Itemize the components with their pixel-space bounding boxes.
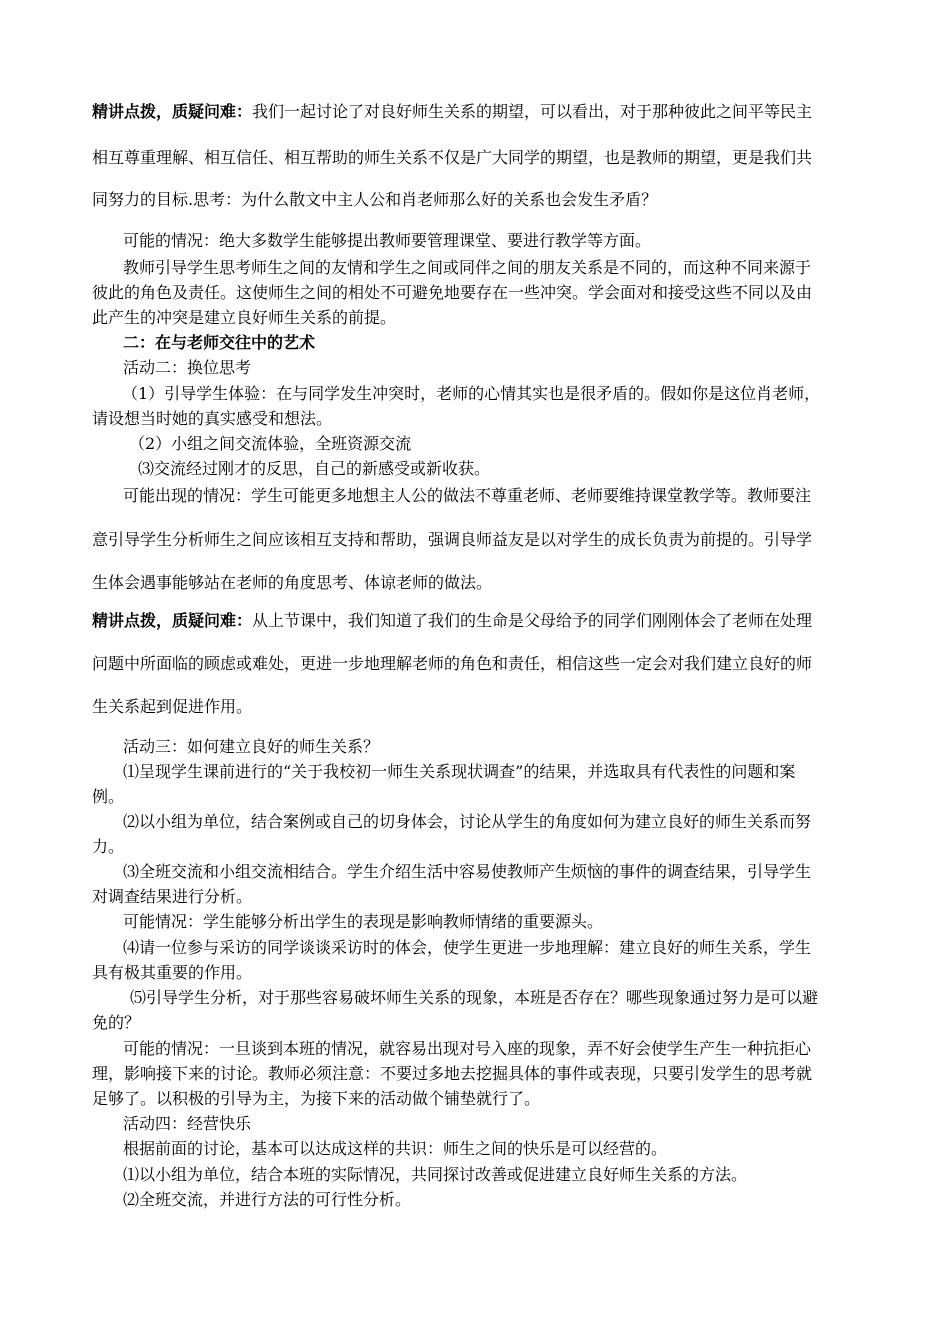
paragraph-line: 此产生的冲突是建立良好师生关系的前提。 bbox=[92, 308, 397, 327]
paragraph-line: 可能出现的情况：学生可能更多地想主人公的做法不尊重老师、老师要维持课堂教学等。教师要注 bbox=[123, 486, 812, 505]
list-item: 免的？ bbox=[92, 1013, 141, 1032]
activity-title: 活动三：如何建立良好的师生关系？ bbox=[123, 737, 380, 756]
list-item: ⑵以小组为单位，结合案例或自己的切身体会，讨论从学生的角度如何为建立良好的师生关系而努 bbox=[123, 812, 812, 831]
bold-lead: 精讲点拨，质疑问难： bbox=[92, 102, 253, 121]
paragraph-line: 可能情况：学生能够分析出学生的表现是影响教师情绪的重要源头。 bbox=[123, 912, 604, 931]
paragraph-line: 精讲点拨，质疑问难：从上节课中，我们知道了我们的生命是父母给予的同学们刚刚体会了老师在处理 bbox=[92, 611, 813, 630]
paragraph-line: 问题中所面临的顾虑或难处，更进一步地理解老师的角色和责任，相信这些一定会对我们建立良好的师 bbox=[92, 654, 813, 673]
paragraph-line: 精讲点拨，质疑问难：我们一起讨论了对良好师生关系的期望，可以看出，对于那种彼此之间平等民主 bbox=[92, 102, 813, 121]
list-item: （2）小组之间交流体验，全班资源交流 bbox=[129, 434, 412, 453]
list-item: ⑴以小组为单位，结合本班的实际情况，共同探讨改善或促进建立良好师生关系的方法。 bbox=[123, 1165, 748, 1184]
paragraph-line: 同努力的目标.思考：为什么散文中主人公和肖老师那么好的关系也会发生矛盾？ bbox=[92, 190, 658, 209]
paragraph-line: 彼此的角色及责任。这使师生之间的相处不可避免地要存在一些冲突。学会面对和接受这些不同以及由 bbox=[92, 283, 813, 302]
bold-lead: 精讲点拨，质疑问难： bbox=[92, 611, 253, 630]
list-item: ⑴呈现学生课前进行的“关于我校初一师生关系现状调查”的结果，并选取具有代表性的问题和案 bbox=[123, 762, 796, 781]
list-item: （1）引导学生体验：在与同学发生冲突时，老师的心情其实也是很矛盾的。假如你是这位肖老师， bbox=[122, 384, 821, 403]
paragraph-line: 生关系起到促进作用。 bbox=[92, 697, 253, 716]
list-item: 力。 bbox=[92, 837, 125, 856]
paragraph-line: 可能的情况：绝大多数学生能够提出教师要管理课堂、要进行教学等方面。 bbox=[123, 231, 652, 250]
activity-title: 活动四：经营快乐 bbox=[123, 1114, 252, 1133]
paragraph-line: 相互尊重理解、相互信任、相互帮助的师生关系不仅是广大同学的期望，也是教师的期望，更是我们共 bbox=[92, 148, 813, 167]
list-item: ⑸引导学生分析，对于那些容易破坏师生关系的现象，本班是否存在？哪些现象通过努力是可以避 bbox=[130, 988, 819, 1007]
list-item: ⑶全班交流和小组交流相结合。学生介绍生活中容易使教师产生烦恼的事件的调查结果，引导学生 bbox=[123, 862, 812, 881]
paragraph-line: 根据前面的讨论，基本可以达成这样的共识：师生之间的快乐是可以经营的。 bbox=[123, 1139, 668, 1158]
paragraph-line: 生体会遇事能够站在老师的角度思考、体谅老师的做法。 bbox=[92, 573, 493, 592]
paragraph-line: 足够了。以积极的引导为主，为接下来的活动做个铺垫就行了。 bbox=[92, 1089, 541, 1108]
list-item: 具有极其重要的作用。 bbox=[92, 963, 253, 982]
paragraph-line: 可能的情况：一旦谈到本班的情况，就容易出现对号入座的现象，弄不好会使学生产生一种抗拒心 bbox=[123, 1039, 812, 1058]
activity-title: 活动二：换位思考 bbox=[123, 358, 252, 377]
list-item: ⑶交流经过刚才的反思，自己的新感受或新收获。 bbox=[138, 459, 491, 478]
list-item: ⑵全班交流，并进行方法的可行性分析。 bbox=[123, 1190, 412, 1209]
list-item: 请设想当时她的真实感受和想法。 bbox=[92, 409, 333, 428]
list-item: ⑷请一位参与采访的同学谈谈采访时的体会，使学生更进一步地理解：建立良好的师生关系，学生 bbox=[123, 938, 812, 957]
paragraph-line: 教师引导学生思考师生之间的友情和学生之间或同伴之间的朋友关系是不同的，而这种不同来源于 bbox=[123, 258, 812, 277]
list-item: 例。 bbox=[92, 787, 125, 806]
list-item: 对调查结果进行分析。 bbox=[92, 887, 253, 906]
section-heading: 二：在与老师交往中的艺术 bbox=[123, 333, 316, 352]
paragraph-line: 意引导学生分析师生之间应该相互支持和帮助，强调良师益友是以对学生的成长负责为前提的。引导学 bbox=[92, 530, 813, 549]
paragraph-line: 理，影响接下来的讨论。教师必须注意：不要过多地去挖掘具体的事件或表现，只要引发学生的思考就 bbox=[92, 1064, 813, 1083]
